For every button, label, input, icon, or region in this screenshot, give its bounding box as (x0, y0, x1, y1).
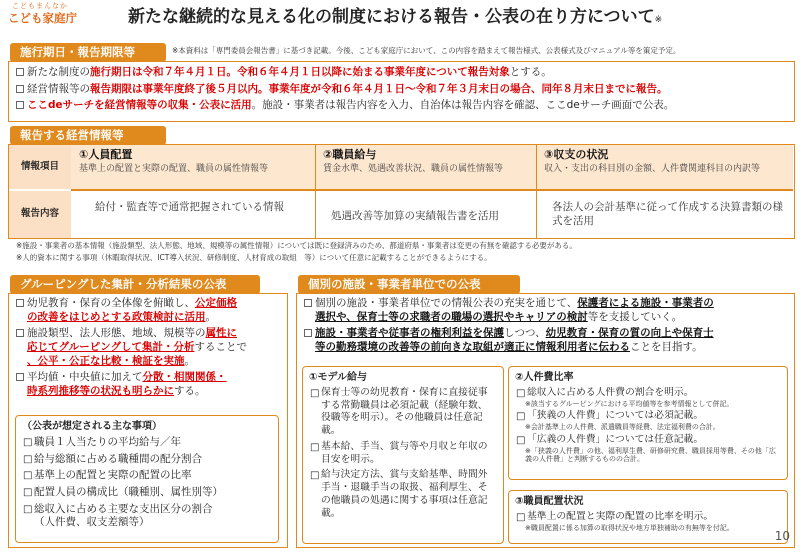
ratio-note: ※該当するグルーピングにおける平均値等を参考情報として併記。 (525, 399, 734, 408)
model-salary-box (302, 366, 504, 544)
report-items-table (8, 144, 795, 239)
ratio-note: ※会計基準上の人件費、派遣職員等経費、法定福利費の合計。 (525, 423, 720, 432)
content-staffing: 給付・監査等で通常把握されている情報 (95, 201, 284, 213)
placement-item: □ 基準上の配置と実際の配置の比率を明示。 (516, 511, 714, 523)
agency-logo (6, 2, 114, 32)
content-balance: 各法人の会計基準に従って作成する決算書類の様式を活用 (552, 201, 783, 228)
published-item: □ 基準上の配置と実際の配置の比率 (23, 469, 192, 482)
item-salary: ②職員給与 賃金水準、処遇改善状況、職員の属性情報等 (323, 148, 504, 174)
schedule-box (8, 61, 795, 122)
grouping-point-2: 施設類型、法人形態、地域、規模等の属性に 応じてグルーピングして集計・分析することで 、公平・公正な比較・検証を実施。 (13, 327, 283, 368)
logo-ruby: こどもまんなか (12, 2, 68, 10)
individual-point-1: 個別の施設・事業者単位での情報公表の充実を通じて、保護者による施設・事業者の 選択や、保育士等の求職者の職場の選択やキャリアの検討等を支援していく。 (301, 297, 790, 324)
individual-box (296, 293, 795, 548)
placement-note: ※職員配置に係る加算の取得状況や地方単独補助の有無等を付記。 (525, 523, 734, 532)
ratio-item: □ 総収入に占める人件費の割合を明示。 (516, 387, 694, 399)
page-number: 10 (774, 529, 790, 544)
document-note: ※本資料は「専門委員会報告書」に基づき記載。今後、こども家庭庁において、この内容を踏まえて報告様式、公表様式及びマニュアル等を策定予定。 (172, 46, 681, 55)
row-label-items: 情報項目 (9, 145, 71, 189)
published-item: □ 職員１人当たりの平均給与／年 (23, 436, 181, 448)
section-header-individual: 個別の施設・事業者単位での公表 (298, 275, 520, 294)
schedule-item-2: 経営情報等の報告期限は事業年度終了後５月以内。事業年度が令和６年４月１日～令和７年３月末日の場合、同年８月末日までに報告。 (13, 83, 790, 97)
page-title: 新たな継続的な見える化の制度における報告・公表の在り方について※ (128, 7, 663, 27)
personnel-ratio-box (508, 366, 788, 480)
schedule-item-3: ここdeサーチを経営情報等の収集・公表に活用。施設・事業者は報告内容を入力、自治体は報告内容を確認、ここdeサーチ画面で公表。 (13, 99, 790, 113)
logo-name: こども家庭庁 (8, 11, 77, 26)
published-item: □ 総収入に占める主要な支出区分の割合 （人件費、収支差額等） (23, 502, 213, 529)
personnel-ratio-title: ②人件費比率 (515, 372, 574, 383)
content-salary: 処遇改善等加算の実績報告書を活用 (331, 210, 499, 222)
item-balance: ③収支の状況 収入・支出の科目別の金額、人件費関連科目の内訳等 (544, 148, 761, 174)
grouping-point-1: 幼児教育・保育の全体像を俯瞰し、公定価格 の改善をはじめとする政策検討に活用。 (13, 297, 283, 324)
schedule-item-1: 新たな制度の施行期日は令和７年４月１日。令和６年４月１日以降に始まる事業年度について報告対象とする。 (13, 66, 790, 80)
staff-placement-box (508, 490, 788, 544)
section-header-report-items: 報告する経営情報等 (10, 126, 166, 145)
ratio-item: □ 「狭義の人件費」については必須記載。 (516, 410, 704, 423)
human-capital-note: ※人的資本に関する事項（休暇取得状況、ICT導入状況、研修制度、人材育成の取組 等）について任意に記載することができるようにする。 (16, 253, 492, 262)
published-items-title: （公表が想定される主な事項） (22, 421, 162, 432)
model-salary-item: □ 基本給、手当、賞与等や月収と年収の目安を明示。 (310, 440, 488, 465)
published-item: □ 給与総額に占める職種間の配分割合 (23, 452, 202, 465)
model-salary-item: □ 保育士等の幼児教育・保育に直接従事する常勤職員は必須記載（経験年数、役職等を明示）。その他職員は任意記載。 (310, 387, 488, 437)
individual-point-2: 施設・事業者や従事者の権利利益を保護しつつ、幼児教育・保育の質の向上や保育士 等の勤務環境の改善等の前向きな取組が適正に情報利用者に伝わることを目指す。 (301, 327, 790, 354)
model-salary-title: ①モデル給与 (309, 372, 367, 383)
item-staffing: ①人員配置 基準上の配置と実際の配置、職員の属性情報等 (79, 148, 269, 174)
grouping-box (8, 293, 288, 548)
section-header-grouping: グルーピングした集計・分析結果の公表 (10, 275, 260, 294)
model-salary-item: □ 給与決定方法、賞与支給基準、時間外手当・退職手当の取扱、福利厚生、その他職員の処遇に関する事項は任意記載。 (310, 469, 488, 519)
ratio-item: □ 「広義の人件費」については任意記載。 (516, 433, 704, 446)
published-items-box (15, 415, 279, 543)
staff-placement-title: ③職員配置状況 (515, 496, 584, 507)
grouping-point-3: 平均値・中央値に加えて分散・相関関係・ 時系列推移等の状況も明らかにする。 (13, 371, 283, 398)
row-label-content: 報告内容 (9, 191, 71, 238)
published-item: □ 配置人員の構成比（職種別、属性別等） (23, 485, 223, 498)
section-header-schedule: 施行期日・報告期限等 (10, 43, 166, 62)
basic-info-note: ※施設・事業者の基本情報（施設類型、法人形態、地域、規模等の属性情報）については既に登録済みのため、都道府県・事業者は変更の有無を確認する必要がある。 (16, 241, 577, 250)
ratio-note: ※「狭義の人件費」の他、福利厚生費、研修研究費、職員採用等費、その他「広義の人件費」と判断するものの合計。 (525, 446, 776, 464)
